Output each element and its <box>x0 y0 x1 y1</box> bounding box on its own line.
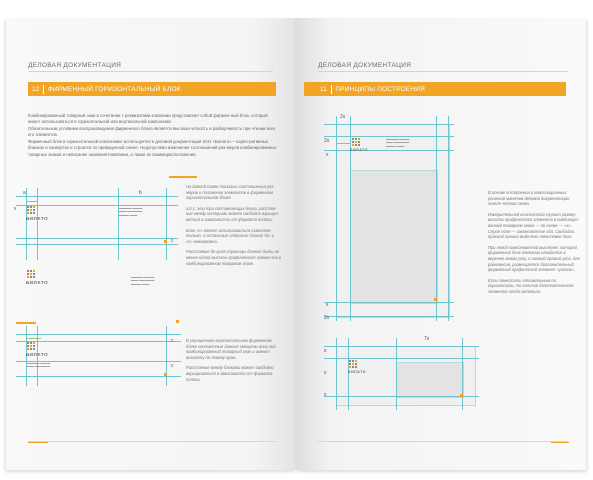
corner-element-icon <box>434 298 437 301</box>
label-x: x <box>326 152 329 158</box>
label-c: c <box>171 363 174 369</box>
left-intro-text <box>28 113 278 159</box>
bilato-logo-mark-icon <box>27 270 35 278</box>
bilato-logo-word: БИЛАТО <box>26 352 49 357</box>
horizontal-block-diagram <box>6 178 176 318</box>
bilato-logo-mark-icon <box>352 138 360 146</box>
brochure-spread <box>6 18 586 470</box>
intro-paragraph: Обязательным условием воспроизведения фирменного блока является высокая четкость и разборчивость при чтении всех его элементов. <box>28 126 276 138</box>
left-header-rule <box>28 71 273 72</box>
contact-details-placeholder: ▬▬▬▬▬ ▬▬▬▬ ▬▬▬ ▬▬▬▬▬▬ <box>27 362 51 369</box>
note-paragraph: Расстояние между блоками может свободно варьироваться в зависимости от формата полосы. <box>186 365 274 382</box>
note-paragraph: В упрощенном горизонтальном фирменном блоке контактные данные смещены вниз под комбинированный товарный знак и имеют выключку по левому краю. <box>186 338 276 360</box>
left-section-title: ФИРМЕННЫЙ ГОРИЗОНТАЛЬНЫЙ БЛОК <box>47 85 181 93</box>
right-note <box>488 190 580 300</box>
note-paragraph: a,b,c, это три составляющих блока, расстоя-ние между которыми может свободно варьиро-ваться в зависимости от формата полосы. <box>186 205 279 222</box>
label-a: a <box>23 190 26 196</box>
left-page <box>6 18 296 470</box>
corner-element-icon <box>164 373 167 376</box>
intro-paragraph: Фирменный блок в горизонтальной компоновке используется в деловой документации ЗАО «Билато» – корпо-ративных бланках и конвертах и строится по приведенной схеме. Недопустимо изменение соотношений раз-меров комбинированных товарных знаков и написание названия Компании, а также их взаиморасположения. <box>28 139 277 157</box>
right-section-title: ПРИНЦИПЫ ПОСТРОЕНИЯ <box>335 85 426 93</box>
envelope-grid-diagram <box>316 336 486 416</box>
bilato-logo-word: БИЛАТО <box>348 370 367 374</box>
bilato-logo-word: БИЛАТО <box>350 148 369 152</box>
note-paragraph: Блок «c» может использоваться самостоя-тельно, а остальные отдельно блоков «b» и «c» невозможно. <box>186 227 274 244</box>
intro-paragraph: Комбинированный товарный знак в сочетании с реквизитами компании представляет собой фирмен-ный блок, который может использоваться в горизонтальной или вертикальной компоновке. <box>28 113 268 125</box>
label-2x: 2x <box>324 138 330 144</box>
label-c: c <box>171 238 174 244</box>
corner-element-icon <box>460 394 463 397</box>
right-header-rule <box>318 71 568 72</box>
left-section-title-bar <box>28 82 276 96</box>
simplified-block-diagram <box>6 318 176 398</box>
note-paragraph: В основе построения и композиционных решений макетов деловой документации лежит четкая схема. <box>488 190 570 207</box>
right-page <box>296 18 586 470</box>
left-footer-accent <box>28 442 48 444</box>
text-field-area <box>350 170 438 304</box>
right-footer-accent <box>551 442 569 444</box>
title-separator <box>331 85 332 94</box>
label-b: b <box>139 190 142 196</box>
bilato-logo-word: БИЛАТО <box>26 216 49 221</box>
right-page-header: ДЕЛОВАЯ ДОКУМЕНТАЦИЯ <box>318 62 412 69</box>
label-x: x <box>326 302 329 308</box>
note-paragraph: Расстояние до края страницы должно быть не менее одной высоты графического элемен-та в комбинированном товарном знаке. <box>186 249 281 266</box>
label-x: x <box>14 206 17 212</box>
letterhead-grid-diagram <box>316 110 481 330</box>
left-section-number: 12 <box>32 85 40 93</box>
title-separator <box>43 85 44 94</box>
contact-details-placeholder: ▬▬▬▬▬ ▬▬▬▬ ▬▬▬ ▬▬▬▬▬▬ ▬▬▬▬ ▬▬▬ <box>386 138 410 148</box>
right-section-number: 11 <box>320 85 327 93</box>
note-paragraph: На данной схеме показаны соотношения раз-меров и положение элементов в фирменном горизонтальном блоке <box>186 184 275 201</box>
address-field-area <box>396 362 464 398</box>
label-x: x <box>324 348 327 354</box>
label-c: c <box>171 338 174 344</box>
label-2x: 2x <box>340 114 346 120</box>
label-7x: 7x <box>424 336 430 342</box>
bilato-logo-word: БИЛАТО <box>26 280 49 285</box>
left-page-header: ДЕЛОВАЯ ДОКУМЕНТАЦИЯ <box>28 62 122 69</box>
right-footer-rule <box>318 441 568 442</box>
left-note-2 <box>186 338 281 387</box>
left-footer-rule <box>28 441 276 442</box>
label-2x: 2x <box>324 315 330 321</box>
corner-element-icon <box>176 320 179 323</box>
bilato-logo-mark-icon <box>27 342 35 350</box>
bilato-logo-mark-icon <box>27 206 35 214</box>
label-x: x <box>324 370 327 376</box>
bilato-logo-mark-icon <box>349 360 357 368</box>
note-paragraph: При левой компоновочной выключке, которой фирменный блок компании находится в верхнем левом углу, а нижний правый угол, для равновесия, размещается дополнительный фирменный графический элемент «уголок». <box>488 244 580 273</box>
note-paragraph: Измерительной константой служит размер высоты графического элемента в комбиниро-ванном товарном знаке — по схеме — «x». Серое поле — законтактное обл. Свободна. Красной линией выделено текстовое поле. <box>488 211 580 240</box>
contact-details-placeholder: ▬▬▬▬▬ ▬▬▬▬ ▬▬▬ ▬▬▬▬▬▬ ▬▬▬▬ ▬▬▬ <box>119 207 143 217</box>
contact-details-placeholder: ▬▬▬▬▬ ▬▬▬▬ ▬▬▬ ▬▬▬▬▬▬ ▬▬▬▬ ▬▬▬ <box>131 276 155 286</box>
label-x: x <box>324 392 327 398</box>
left-note-1 <box>186 184 281 271</box>
note-paragraph: Если поместить оптимальным по горизонтали, то наличие дополнительного элемента необя-зательно. <box>488 277 574 294</box>
corner-element-icon <box>164 240 167 243</box>
right-section-title-bar <box>304 82 566 96</box>
